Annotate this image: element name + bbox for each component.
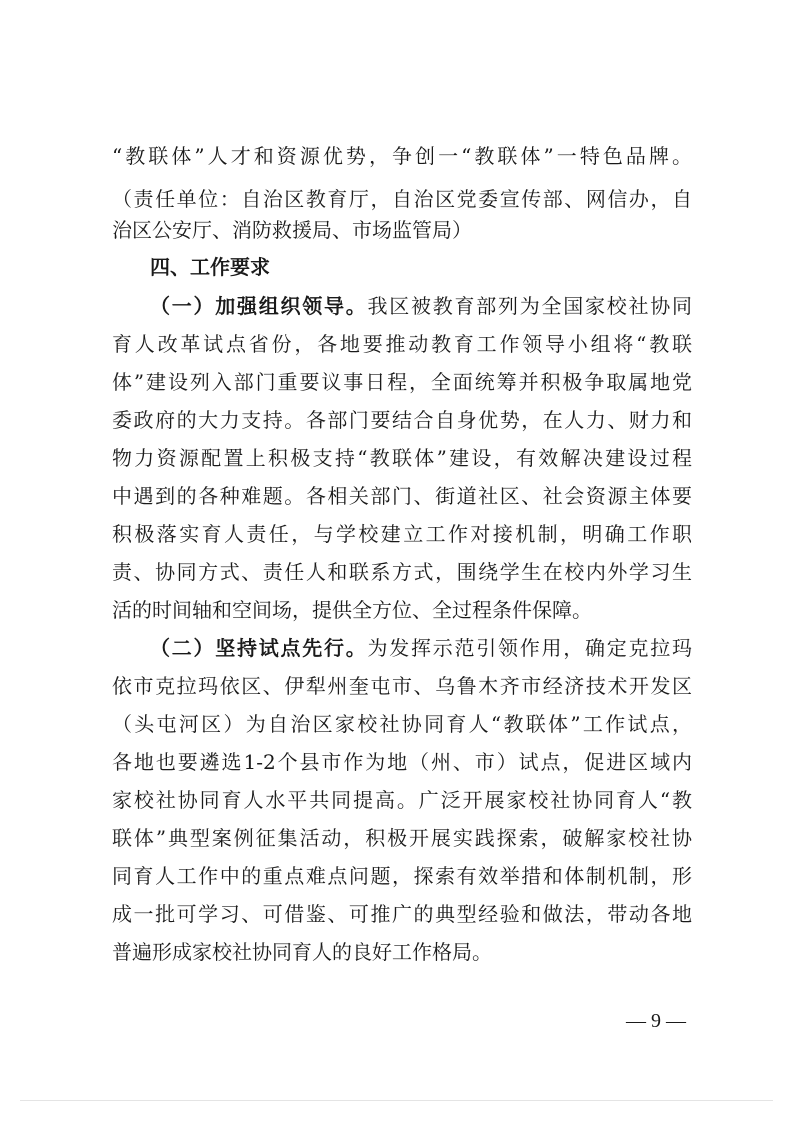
- text-line: 同育人工作中的重点难点问题，探索有效举措和体制机制，形: [112, 864, 692, 888]
- text-line: 委政府的大力支持。各部门要结合自身优势，在人力、财力和: [112, 408, 692, 432]
- text-line: 各地也要遴选1-2个县市作为地（州、市）试点，促进区域内: [112, 750, 692, 774]
- paragraph-first-line: [150, 287, 692, 325]
- text-line: 中遇到的各种难题。各相关部门、街道社区、社会资源主体要: [112, 484, 692, 508]
- text-line: 普遍形成家校社协同育人的良好工作格局。: [112, 940, 492, 964]
- text-line: 治区公安厅、消防救援局、市场监管局）: [112, 218, 472, 242]
- paragraph-lead: （二）坚持试点先行。: [150, 636, 368, 660]
- text-line: 体”建设列入部门重要议事日程，全面统筹并积极争取属地党: [112, 370, 692, 394]
- page-number: — 9 —: [626, 1010, 686, 1032]
- text-line: 育人改革试点省份，各地要推动教育工作领导小组将“教联: [112, 332, 692, 356]
- text-line: 家校社协同育人水平共同提高。广泛开展家校社协同育人“教: [112, 788, 692, 812]
- text-line: 活的时间轴和空间场，提供全方位、全过程条件保障。: [112, 598, 592, 622]
- paragraph-first-line: [150, 629, 692, 667]
- text-line: 积极落实育人责任，与学校建立工作对接机制，明确工作职: [112, 522, 692, 546]
- text-line: 联体”典型案例征集活动，积极开展实践探索，破解家校社协: [112, 826, 692, 850]
- text-line: 成一批可学习、可借鉴、可推广的典型经验和做法，带动各地: [112, 902, 692, 926]
- paragraph-text: 为发挥示范引领作用，确定克拉玛: [367, 636, 692, 660]
- text-line: （头屯河区）为自治区家校社协同育人“教联体”工作试点，: [112, 712, 692, 736]
- text-line: 物力资源配置上积极支持“教联体”建设，有效解决建设过程: [112, 446, 692, 470]
- text-line: 责、协同方式、责任人和联系方式，围绕学生在校内外学习生: [112, 560, 692, 584]
- page-edge-divider: [20, 1100, 773, 1101]
- text-line: （责任单位：自治区教育厅，自治区党委宣传部、网信办，自: [112, 187, 692, 211]
- text-line: 依市克拉玛依区、伊犁州奎屯市、乌鲁木齐市经济技术开发区: [112, 674, 692, 698]
- section-heading: 四、工作要求: [150, 255, 270, 279]
- text-line: “教联体”人才和资源优势，争创一“教联体”一特色品牌。: [112, 144, 692, 168]
- paragraph-lead: （一）加强组织领导。: [150, 294, 368, 318]
- paragraph-text: 我区被教育部列为全国家校社协同: [367, 294, 692, 318]
